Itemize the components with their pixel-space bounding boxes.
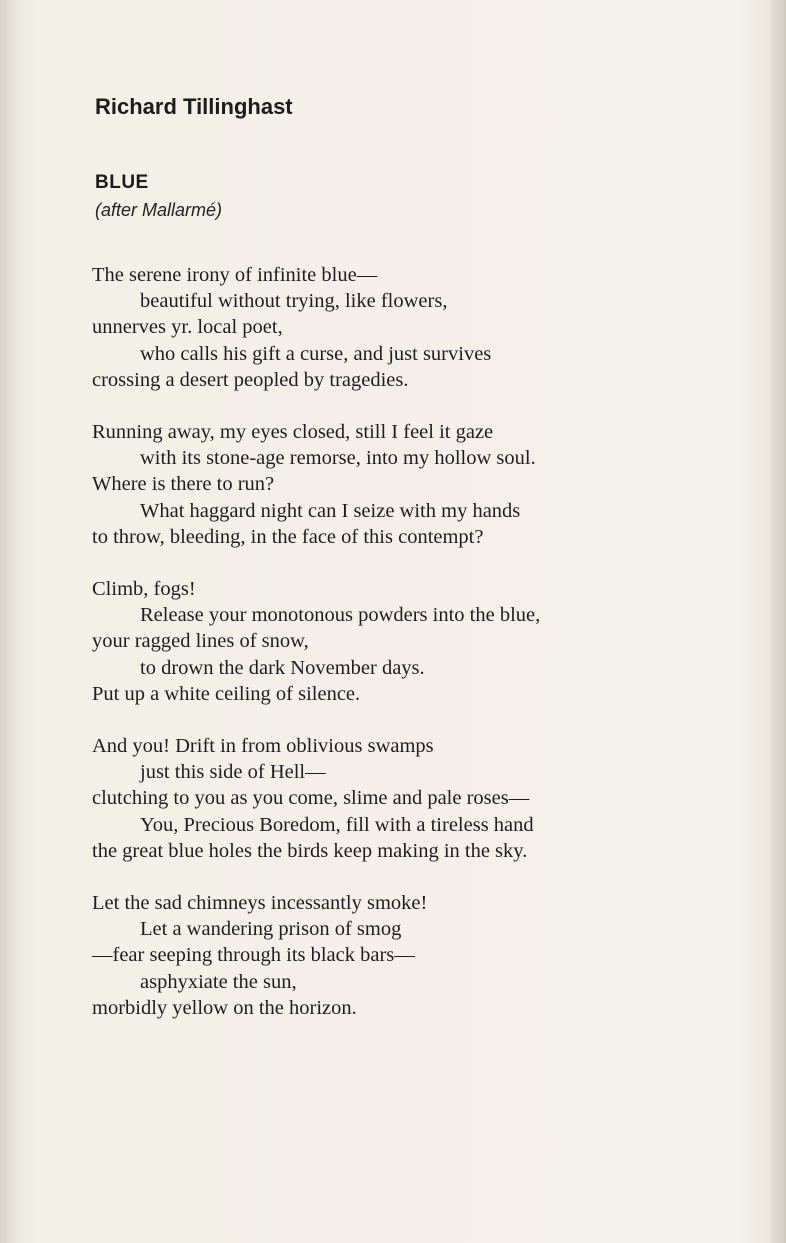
stanza xyxy=(92,419,752,550)
poem-line: unnerves yr. local poet, xyxy=(92,316,283,339)
poem-line: the great blue holes the birds keep making in the sky. xyxy=(92,839,528,862)
poem-line: —fear seeping through its black bars— xyxy=(92,944,415,967)
poem-line: The serene irony of infinite blue— xyxy=(92,264,378,286)
poem-line: Where is there to run? xyxy=(92,473,275,496)
poem-line: morbidly yellow on the horizon. xyxy=(92,996,357,1019)
stanza xyxy=(92,890,752,1021)
poem-line: asphyxiate the sun, xyxy=(140,970,297,993)
stanza xyxy=(92,262,752,393)
poem-subtitle: (after Mallarmé) xyxy=(95,200,223,220)
poem-line: Running away, my eyes closed, still I feel it gaze xyxy=(92,421,494,444)
poem-body xyxy=(92,262,752,1047)
poem-line: Let a wandering prison of smog xyxy=(140,918,402,941)
poem-line: And you! Drift in from oblivious swamps xyxy=(92,735,434,758)
poem-line: You, Precious Boredom, fill with a tireless hand xyxy=(140,813,534,836)
poem-line: clutching to you as you come, slime and pale roses— xyxy=(92,787,530,810)
poem-line: beautiful without trying, like flowers, xyxy=(140,290,448,313)
poem-line: crossing a desert peopled by tragedies. xyxy=(92,368,409,391)
author-name: Richard Tillinghast xyxy=(95,94,293,119)
page-edge xyxy=(770,0,786,1243)
stanza xyxy=(92,576,752,707)
poem-line: Put up a white ceiling of silence. xyxy=(92,682,361,705)
poem-line: Climb, fogs! xyxy=(92,578,196,601)
poem-line: Release your monotonous powders into the blue, xyxy=(140,604,541,627)
poem-line: to throw, bleeding, in the face of this contempt? xyxy=(92,525,484,548)
poem-line: who calls his gift a curse, and just survives xyxy=(140,342,492,365)
poem-line: What haggard night can I seize with my hands xyxy=(140,499,521,522)
poem-line: your ragged lines of snow, xyxy=(92,630,309,653)
poem-line: with its stone-age remorse, into my hollow soul. xyxy=(140,447,536,470)
poem-title: BLUE xyxy=(95,172,149,193)
poem-line: to drown the dark November days. xyxy=(140,656,425,679)
stanza xyxy=(92,733,752,864)
poem-line: just this side of Hell— xyxy=(140,761,326,784)
poem-line: Let the sad chimneys incessantly smoke! xyxy=(92,892,428,915)
